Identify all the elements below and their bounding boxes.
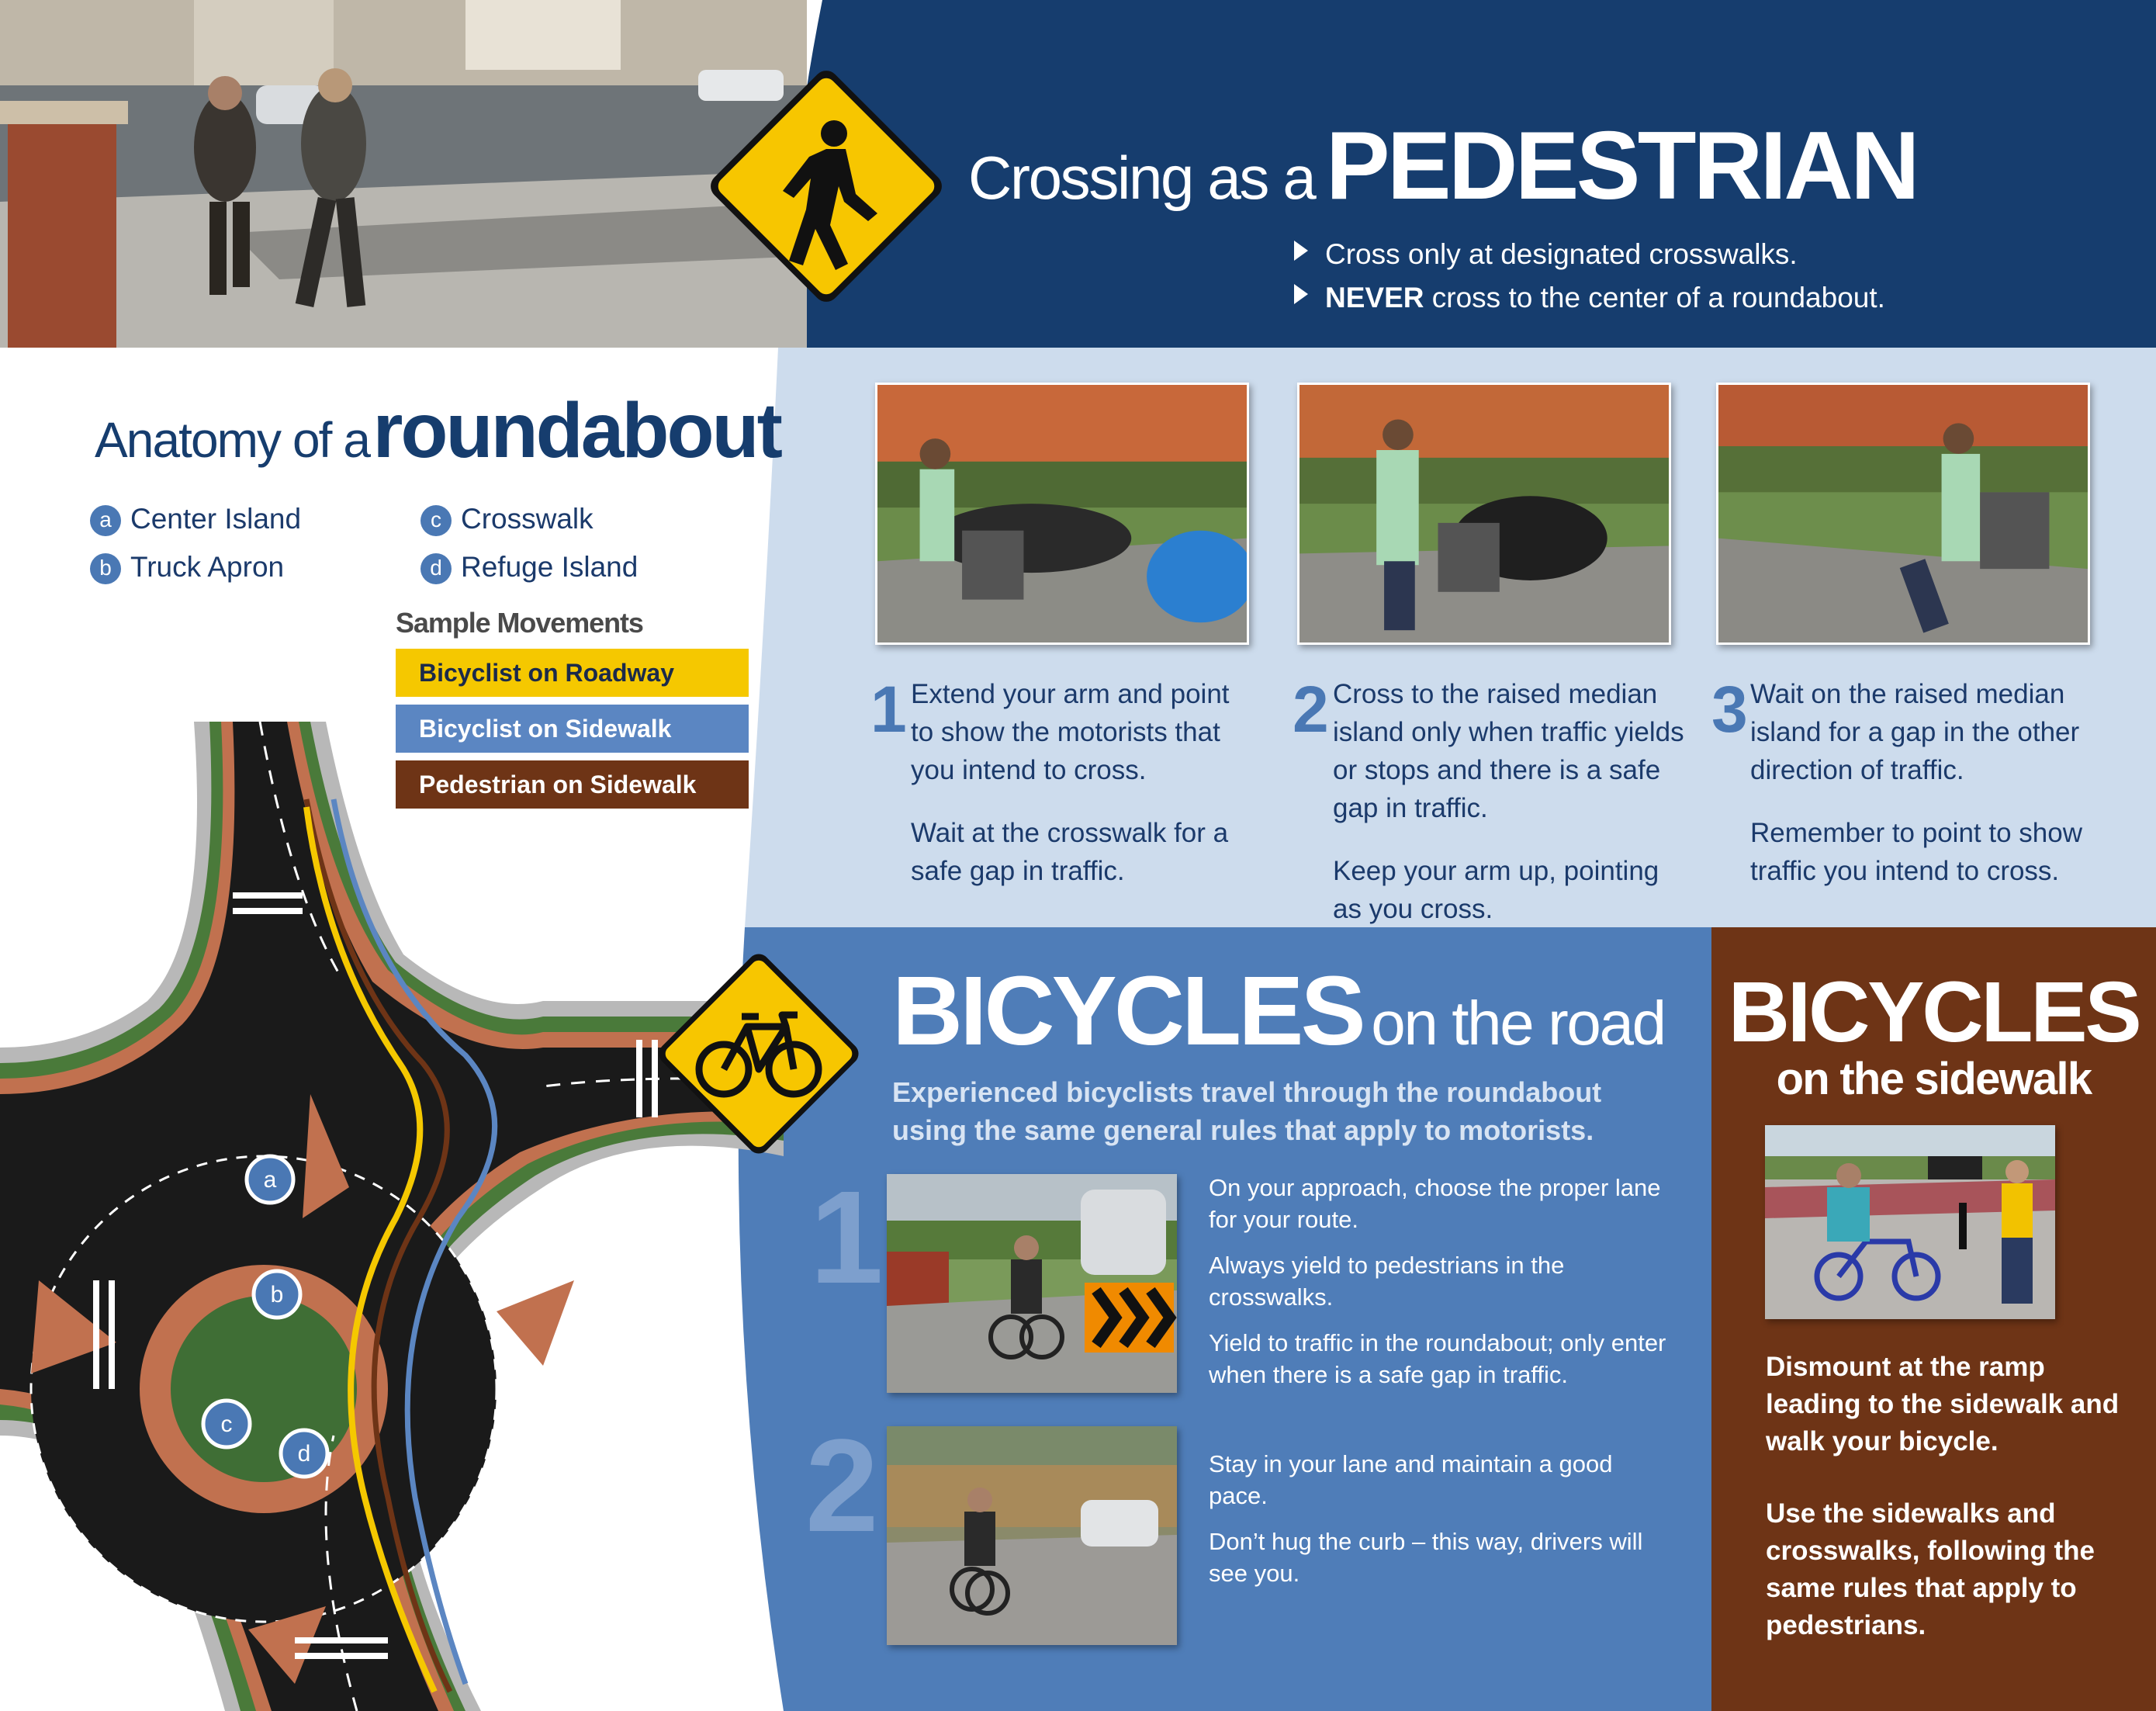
bicycles-sidewalk-text [1766, 1349, 2123, 1644]
pedestrian-step-3-number: 3 [1711, 673, 1748, 746]
bicycles-road-step-1-text: On your approach, choose the proper lane for your route. Always yield to pedestrians in the crosswalks. Yield to traffic in the roundabout; only enter when there is a safe gap in traffic. [1209, 1174, 1666, 1388]
pedestrian-step-2-photo [1297, 383, 1671, 645]
pedestrian-step-1-number: 1 [870, 673, 907, 746]
pedestrian-step-1-text: Extend your arm and point to show the motorists that you intend to cross. Wait at the crosswalk for a safe gap in traffic. [911, 679, 1230, 886]
svg-text:a: a [263, 1167, 277, 1193]
legend-bicyclist-sidewalk: Bicyclist on Sidewalk [396, 705, 749, 753]
sample-movements-title: Sample Movements [396, 607, 643, 639]
pedestrian-step-2-number: 2 [1293, 673, 1329, 746]
bicycles-sidewalk-para-2: Use the sidewalks and crosswalks, following the same rules that apply to pedestrians. [1766, 1498, 2095, 1640]
pedestrian-step-1-photo [875, 383, 1249, 645]
bicycles-road-step-1-number: 1 [810, 1164, 884, 1311]
pedestrian-step-2-text: Cross to the raised median island only when traffic yields or stops and there is a safe gap in traffic. Keep your arm up, pointing as you cross. [1333, 679, 1684, 924]
anatomy-title-small: Anatomy of a [95, 412, 370, 468]
svg-text:c: c [220, 1411, 233, 1437]
bicycles-road-step-2-photo [887, 1426, 1177, 1645]
anatomy-item-b: b Truck Apron [90, 543, 301, 591]
pedestrian-title-big: PEDESTRIAN [1325, 113, 1917, 220]
pedestrian-step-3-photo [1716, 383, 2090, 645]
bicycles-road-title [892, 956, 1665, 1065]
anatomy-legend-col-2 [420, 495, 638, 591]
bicycles-road-title-big: BICYCLES [892, 956, 1363, 1065]
anatomy-item-c: c Crosswalk [420, 495, 638, 543]
bicycles-road-step-2-number: 2 [805, 1412, 879, 1560]
pedestrian-bullet-2: NEVER cross to the center of a roundabout. [1294, 276, 1885, 320]
bicycles-road-step-2-text: Stay in your lane and maintain a good pace. Don’t hug the curb – this way, drivers will see you. [1209, 1450, 1643, 1587]
svg-text:d: d [297, 1441, 311, 1467]
legend-bicyclist-roadway: Bicyclist on Roadway [396, 649, 749, 697]
pedestrians-street-photo [0, 0, 807, 348]
pedestrian-crossing-sign-icon [702, 62, 950, 310]
bicycles-sidewalk-title-big: BICYCLES [1728, 965, 2140, 1060]
map-marker-a [247, 1156, 293, 1203]
anatomy-title-big: roundabout [372, 387, 780, 474]
bicycles-road-title-small: on the road [1371, 989, 1665, 1058]
pedestrian-step-3-text: Wait on the raised median island for a gap in the other direction of traffic. Remember to point to show traffic you intend to cross. [1750, 679, 2082, 886]
anatomy-legend-col-1 [90, 495, 301, 591]
anatomy-item-d: d Refuge Island [420, 543, 638, 591]
anatomy-item-a: a Center Island [90, 495, 301, 543]
pedestrian-title-small: Crossing as a [968, 144, 1315, 212]
anatomy-title [95, 387, 780, 474]
legend-pedestrian-sidewalk: Pedestrian on Sidewalk [396, 760, 749, 809]
map-marker-c [203, 1401, 250, 1447]
pedestrian-bullet-1: Cross only at designated crosswalks. [1294, 233, 1885, 276]
bicycle-warning-sign-icon [650, 945, 867, 1162]
pedestrian-bullets [1294, 233, 1885, 320]
bicycles-sidewalk-para-1: Dismount at the ramp leading to the sidewalk and walk your bicycle. [1766, 1352, 2120, 1456]
bicycles-road-intro: Experienced bicyclists travel through the roundabout using the same general rules that apply to motorists. [892, 1076, 1602, 1146]
map-marker-d [281, 1430, 327, 1477]
svg-text:b: b [270, 1282, 284, 1307]
bicycles-sidewalk-title-small: on the sidewalk [1776, 1054, 2092, 1104]
pedestrian-title [968, 113, 1917, 220]
map-marker-b [254, 1271, 300, 1318]
bicycles-sidewalk-photo [1765, 1125, 2055, 1319]
bicycles-road-step-1-photo [887, 1174, 1177, 1393]
roundabout-diagram [0, 722, 784, 1711]
